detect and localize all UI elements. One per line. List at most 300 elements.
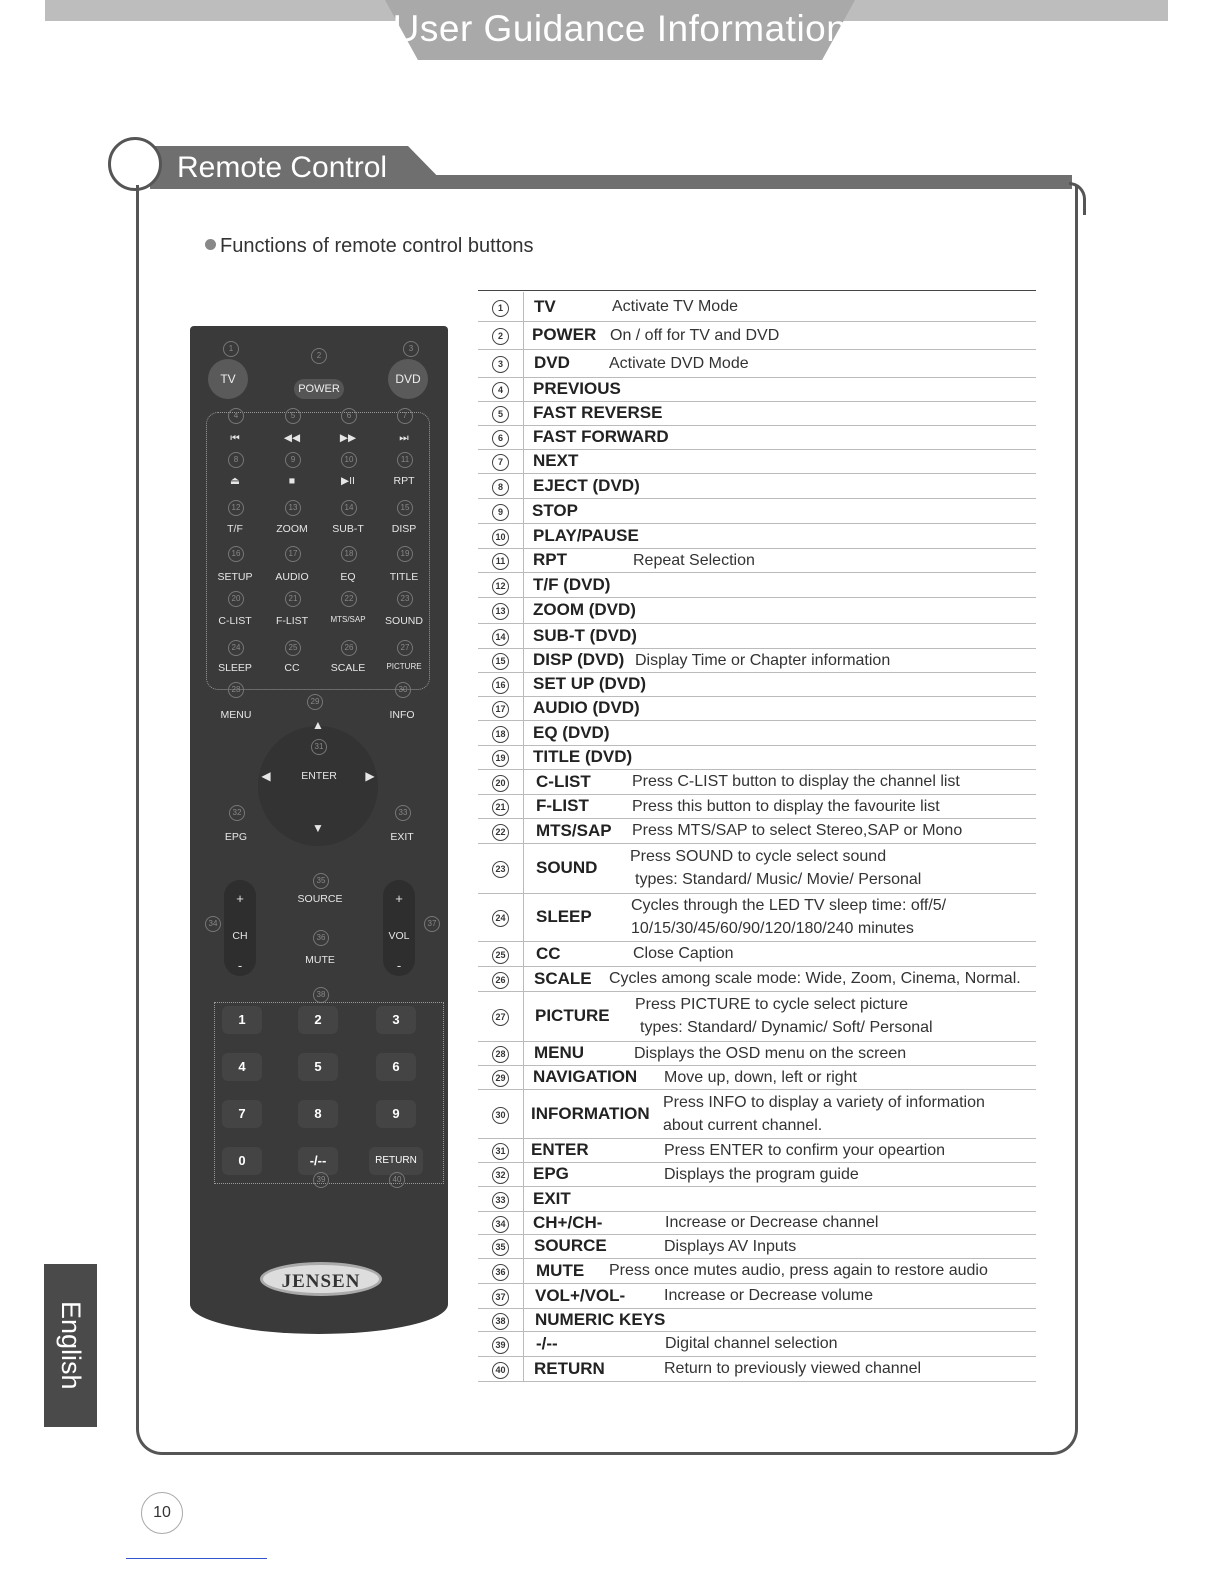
remote-left-arrow: ◀ [261, 769, 271, 783]
function-key-name: TITLE (DVD) [533, 747, 633, 766]
function-row-number [478, 1308, 524, 1331]
function-row-number [478, 1331, 524, 1356]
remote-ch-minus: - [237, 958, 243, 973]
function-row-number [478, 893, 524, 941]
function-description [664, 1284, 873, 1307]
function-row-31 [478, 1138, 1036, 1163]
function-row-34 [478, 1211, 1036, 1235]
function-description-line: Press MTS/SAP to select Stereo,SAP or Mono [632, 822, 963, 839]
function-row-number-badge: 3 [492, 356, 509, 373]
callout-28: 28 [228, 682, 244, 698]
remote-epg-button: EPG [224, 831, 248, 843]
callout-35: 35 [313, 873, 329, 889]
function-row-number-badge: 21 [492, 799, 509, 816]
subheading [205, 235, 534, 258]
function-row-20 [478, 769, 1036, 795]
function-row-number-badge: 33 [492, 1192, 509, 1209]
function-row-37 [478, 1283, 1036, 1309]
function-row-number [478, 449, 524, 473]
function-row-4 [478, 377, 1036, 402]
function-row-number-badge: 18 [492, 726, 509, 743]
function-row-number-badge: 11 [492, 553, 509, 570]
function-key-name: CH+/CH- [533, 1212, 603, 1232]
function-key-name: SCALE [534, 968, 592, 988]
function-row-36 [478, 1258, 1036, 1284]
function-row-15 [478, 648, 1036, 673]
remote-power-button: POWER [294, 379, 344, 399]
function-key-name: EQ (DVD) [533, 722, 610, 742]
callout-31: 31 [311, 739, 327, 755]
function-row-number-badge: 9 [492, 504, 509, 521]
callout-26: 26 [341, 640, 357, 656]
function-key-name: ZOOM (DVD) [533, 600, 636, 619]
function-key-name: PREVIOUS [533, 379, 621, 398]
function-description-line: Move up, down, left or right [664, 1068, 857, 1086]
callout-17: 17 [285, 546, 301, 562]
remote-ch-label: CH [232, 930, 248, 942]
function-description [664, 1066, 857, 1089]
function-row-39 [478, 1331, 1036, 1357]
callout-12: 12 [228, 500, 244, 516]
function-key-name: ENTER [531, 1140, 589, 1159]
remote-zoom-button: ZOOM [276, 523, 308, 535]
callout-1: 1 [223, 341, 239, 357]
function-key-name: NUMERIC KEYS [535, 1309, 666, 1329]
function-row-number-badge: 40 [492, 1362, 509, 1379]
function-row-number [478, 1162, 524, 1186]
function-description-line: Cycles among scale mode: Wide, Zoom, Cinema, Normal. [609, 970, 1021, 987]
function-key-name: SUB-T (DVD) [533, 625, 637, 645]
function-row-number-badge: 22 [492, 824, 509, 841]
remote-rpt-button: RPT [393, 475, 415, 487]
function-row-number [478, 623, 524, 648]
remote-enter-button: ENTER [301, 770, 337, 782]
function-key-name: AUDIO (DVD) [533, 698, 640, 717]
function-description [664, 1357, 921, 1380]
function-description-line: Return to previously viewed channel [664, 1360, 922, 1377]
function-key-name: SOUND [536, 858, 598, 877]
function-row-number-badge: 16 [492, 677, 509, 694]
function-row-number [478, 523, 524, 548]
callout-20: 20 [228, 591, 244, 607]
function-description [631, 894, 946, 940]
function-key-name: MUTE [536, 1260, 585, 1280]
function-description-line: Increase or Decrease volume [664, 1287, 873, 1304]
section-title: Remote Control [177, 151, 388, 184]
remote-audio-button: AUDIO [275, 571, 309, 583]
function-row-16 [478, 672, 1036, 697]
function-description-line: Press once mutes audio, press again to restore audio [609, 1262, 988, 1279]
function-row-number-badge: 10 [492, 529, 509, 546]
function-description [630, 845, 921, 891]
function-row-number [478, 498, 524, 523]
callout-21: 21 [285, 591, 301, 607]
function-row-33 [478, 1186, 1036, 1212]
function-description [610, 324, 779, 347]
function-row-number-badge: 27 [492, 1009, 509, 1026]
function-key-name: EXIT [533, 1188, 571, 1208]
function-row-38 [478, 1308, 1036, 1332]
callout-11: 11 [397, 452, 413, 468]
function-row-number [478, 672, 524, 696]
section-frame-corner [1069, 182, 1086, 215]
function-row-number [478, 843, 524, 893]
function-key-name: MTS/SAP [536, 820, 612, 840]
function-description [633, 549, 755, 572]
function-row-number [478, 1089, 524, 1138]
function-description-line: Cycles through the LED TV sleep time: off/5/ [631, 897, 947, 914]
function-row-number-badge: 15 [492, 653, 509, 670]
callout-23: 23 [397, 591, 413, 607]
function-row-number-badge: 4 [492, 382, 509, 399]
function-description [612, 295, 738, 318]
callout-27: 27 [397, 640, 413, 656]
function-description-line: Displays the OSD menu on the screen [634, 1044, 907, 1062]
function-key-name: CC [536, 943, 561, 963]
callout-37: 37 [424, 916, 440, 932]
remote-tf-button: T/F [227, 523, 243, 535]
function-description [632, 819, 962, 842]
remote-key-5: 5 [298, 1053, 338, 1081]
function-key-name: -/-- [536, 1333, 558, 1353]
function-row-number-badge: 39 [492, 1337, 509, 1354]
callout-40: 40 [389, 1172, 405, 1188]
remote-eq-button: EQ [340, 571, 356, 583]
function-row-number [478, 1283, 524, 1308]
remote-down-arrow: ▼ [312, 821, 324, 835]
function-key-name: F-LIST [536, 796, 589, 815]
remote-up-arrow: ▲ [312, 718, 324, 732]
callout-7: 7 [397, 408, 413, 424]
function-row-number-badge: 20 [492, 775, 509, 792]
callout-3: 3 [403, 341, 419, 357]
function-row-number [478, 401, 524, 425]
remote-play-pause-button: ▶II [341, 475, 355, 487]
bottom-rule [126, 1558, 267, 1559]
function-key-name: MENU [534, 1043, 585, 1062]
remote-vol-minus: - [396, 958, 402, 973]
remote-key-0: 0 [222, 1147, 262, 1175]
function-row-35 [478, 1234, 1036, 1259]
callout-14: 14 [341, 500, 357, 516]
remote-cc-button: CC [284, 662, 300, 674]
remote-clist-button: C-LIST [218, 615, 252, 627]
remote-menu-button: MENU [220, 709, 252, 721]
remote-vol-plus: + [395, 891, 403, 906]
function-description-line: Display Time or Chapter information [635, 651, 891, 669]
function-key-name: NAVIGATION [533, 1067, 638, 1086]
remote-next-button: ⏭ [399, 432, 409, 444]
function-row-number [478, 769, 524, 794]
remote-key-4: 4 [222, 1053, 262, 1081]
function-key-name: EJECT (DVD) [533, 475, 640, 495]
function-row-21 [478, 794, 1036, 819]
function-row-number-badge: 30 [492, 1107, 509, 1124]
remote-title-button: TITLE [389, 571, 419, 583]
function-key-name: T/F (DVD) [533, 574, 611, 594]
function-row-number-badge: 31 [492, 1143, 509, 1160]
function-description-line: Press ENTER to confirm your opeartion [664, 1141, 945, 1159]
remote-key-1: 1 [222, 1006, 262, 1034]
function-row-14 [478, 623, 1036, 649]
function-key-name: RPT [533, 550, 567, 569]
function-row-number-badge: 36 [492, 1264, 509, 1281]
callout-2: 2 [311, 348, 327, 364]
function-row-17 [478, 696, 1036, 721]
function-row-number [478, 292, 524, 321]
function-description [609, 352, 749, 375]
function-description [665, 1332, 838, 1355]
function-description [609, 967, 1021, 990]
remote-exit-button: EXIT [390, 831, 414, 843]
function-key-name: EPG [533, 1164, 569, 1183]
function-row-number-badge: 29 [492, 1070, 509, 1087]
function-row-number-badge: 37 [492, 1289, 509, 1306]
function-row-18 [478, 720, 1036, 746]
function-description-line: Digital channel selection [665, 1335, 838, 1352]
function-row-number-badge: 25 [492, 947, 509, 964]
remote-ch-plus: + [236, 891, 244, 906]
function-row-number [478, 794, 524, 818]
function-description [664, 1139, 945, 1162]
remote-key-3: 3 [376, 1006, 416, 1034]
function-description [609, 1259, 988, 1282]
callout-8: 8 [228, 452, 244, 468]
function-row-number-badge: 8 [492, 479, 509, 496]
function-row-number [478, 745, 524, 769]
remote-eject-button: ⏏ [230, 475, 240, 487]
function-row-number [478, 425, 524, 449]
remote-fast-forward-button: ▶▶ [339, 432, 357, 444]
function-key-name: PICTURE [535, 1006, 610, 1025]
remote-subt-button: SUB-T [332, 523, 364, 535]
function-row-number [478, 696, 524, 720]
remote-key-2: 2 [298, 1006, 338, 1034]
function-row-number-badge: 17 [492, 701, 509, 718]
language-tab-label: English [56, 1301, 86, 1390]
callout-10: 10 [341, 452, 357, 468]
function-row-10 [478, 523, 1036, 549]
remote-info-button: INFO [389, 709, 415, 721]
function-row-number [478, 377, 524, 401]
function-description-line: On / off for TV and DVD [610, 326, 780, 344]
function-row-number-badge: 13 [492, 603, 509, 620]
function-key-name: RETURN [534, 1358, 605, 1378]
function-row-number-badge: 24 [492, 910, 509, 927]
function-key-name: INFORMATION [531, 1103, 650, 1123]
callout-39: 39 [313, 1172, 329, 1188]
remote-picture-button: PICTURE [386, 662, 422, 671]
callout-38: 38 [313, 987, 329, 1003]
jensen-logo: JENSEN [260, 1262, 382, 1296]
callout-36: 36 [313, 930, 329, 946]
function-key-name: SLEEP [536, 907, 592, 926]
function-description-line: types: Standard/ Music/ Movie/ Personal [635, 871, 922, 888]
function-description [635, 649, 890, 672]
remote-sound-button: SOUND [385, 615, 423, 627]
function-key-name: FAST REVERSE [533, 403, 663, 422]
remote-mtssap-button: MTS/SAP [330, 615, 366, 624]
remote-scale-button: SCALE [330, 662, 366, 674]
function-row-number-badge: 38 [492, 1313, 509, 1330]
function-row-22 [478, 818, 1036, 844]
function-description-line: Press PICTURE to cycle select picture [635, 996, 908, 1013]
function-description [664, 1235, 796, 1258]
function-row-number-badge: 34 [492, 1216, 509, 1233]
function-row-32 [478, 1162, 1036, 1187]
remote-flist-button: F-LIST [275, 615, 309, 627]
callout-34: 34 [205, 916, 221, 932]
function-description-line: types: Standard/ Dynamic/ Soft/ Personal [640, 1019, 933, 1036]
function-row-27 [478, 991, 1036, 1042]
callout-16: 16 [228, 546, 244, 562]
remote-right-arrow: ▶ [365, 769, 375, 783]
function-row-1 [478, 292, 1036, 322]
function-row-number-badge: 2 [492, 328, 509, 345]
page-header-title: User Guidance Information [392, 8, 848, 49]
function-row-number [478, 991, 524, 1041]
function-row-number-badge: 28 [492, 1046, 509, 1063]
function-row-number-badge: 35 [492, 1239, 509, 1256]
function-row-number [478, 1065, 524, 1089]
function-row-number [478, 1234, 524, 1258]
function-description [663, 1091, 985, 1137]
function-row-28 [478, 1041, 1036, 1066]
function-row-40 [478, 1356, 1036, 1382]
remote-control-illustration [190, 326, 448, 1334]
function-row-number [478, 473, 524, 498]
table-top-rule [478, 290, 1036, 291]
remote-fast-reverse-button: ◀◀ [283, 432, 301, 444]
page-number: 10 [141, 1492, 183, 1534]
function-description-line: Close Caption [633, 945, 734, 962]
callout-15: 15 [397, 500, 413, 516]
section-circle-marker [108, 137, 162, 191]
function-row-30 [478, 1089, 1036, 1139]
remote-vol-label: VOL [388, 930, 410, 942]
function-row-19 [478, 745, 1036, 770]
function-key-name: FAST FORWARD [533, 427, 669, 446]
function-row-number [478, 1258, 524, 1283]
function-description-line: Activate DVD Mode [609, 354, 749, 372]
callout-22: 22 [341, 591, 357, 607]
function-row-number [478, 648, 524, 672]
function-description-line: Increase or Decrease channel [665, 1214, 879, 1231]
remote-mute-button: MUTE [305, 954, 335, 966]
remote-key-8: 8 [298, 1100, 338, 1128]
remote-key-7: 7 [222, 1100, 262, 1128]
function-description [633, 942, 734, 965]
function-description [634, 1042, 906, 1065]
function-row-24 [478, 893, 1036, 942]
function-row-number [478, 572, 524, 597]
function-row-7 [478, 449, 1036, 474]
callout-18: 18 [341, 546, 357, 562]
callout-25: 25 [285, 640, 301, 656]
callout-29: 29 [307, 694, 323, 710]
callout-4: 4 [228, 408, 244, 424]
function-row-number [478, 1041, 524, 1065]
bullet-icon [205, 239, 216, 250]
function-description-line: Press C-LIST button to display the channel list [632, 773, 960, 790]
function-row-13 [478, 597, 1036, 624]
function-row-number [478, 1356, 524, 1381]
callout-30: 30 [395, 682, 411, 698]
function-row-number-badge: 6 [492, 430, 509, 447]
callout-33: 33 [395, 805, 411, 821]
function-description [665, 1211, 878, 1234]
function-row-2 [478, 321, 1036, 350]
callout-32: 32 [229, 805, 245, 821]
function-row-29 [478, 1065, 1036, 1090]
function-row-25 [478, 941, 1036, 967]
function-description-line: 10/15/30/45/60/90/120/180/240 minutes [631, 920, 914, 937]
function-key-name: TV [534, 296, 556, 316]
function-row-number [478, 349, 524, 377]
remote-sleep-button: SLEEP [218, 662, 252, 674]
function-description [664, 1163, 859, 1186]
remote-disp-button: DISP [391, 523, 417, 535]
callout-5: 5 [285, 408, 301, 424]
function-row-6 [478, 425, 1036, 450]
function-row-number-badge: 32 [492, 1167, 509, 1184]
callout-6: 6 [341, 408, 357, 424]
function-key-name: POWER [532, 325, 597, 344]
function-row-23 [478, 843, 1036, 894]
function-row-26 [478, 966, 1036, 992]
callout-13: 13 [285, 500, 301, 516]
function-key-name: NEXT [533, 451, 579, 470]
remote-tv-button: TV [208, 359, 248, 399]
function-row-number [478, 548, 524, 572]
function-description-line: Press SOUND to cycle select sound [630, 848, 887, 865]
function-row-number-badge: 23 [492, 861, 509, 878]
remote-setup-button: SETUP [217, 571, 253, 583]
callout-9: 9 [285, 452, 301, 468]
function-row-number [478, 941, 524, 966]
remote-key-9: 9 [376, 1100, 416, 1128]
function-key-name: PLAY/PAUSE [533, 525, 639, 545]
function-row-number [478, 1211, 524, 1234]
function-description-line: Repeat Selection [633, 551, 755, 569]
callout-19: 19 [397, 546, 413, 562]
function-description [635, 993, 933, 1039]
function-row-number [478, 1186, 524, 1211]
function-row-number-badge: 7 [492, 454, 509, 471]
remote-key-6: 6 [376, 1053, 416, 1081]
function-key-name: SET UP (DVD) [533, 674, 647, 693]
function-description-line: Displays AV Inputs [664, 1237, 797, 1255]
callout-24: 24 [228, 640, 244, 656]
function-row-8 [478, 473, 1036, 499]
function-key-name: STOP [532, 500, 578, 520]
function-row-number-badge: 1 [492, 300, 509, 317]
function-row-number [478, 818, 524, 843]
function-key-name: SOURCE [534, 1236, 607, 1255]
function-row-number [478, 966, 524, 991]
remote-dash-button: -/-- [298, 1147, 338, 1175]
function-row-number [478, 597, 524, 623]
function-key-name: VOL+/VOL- [535, 1285, 626, 1305]
remote-previous-button: ⏮ [230, 432, 240, 444]
function-description-line: Displays the program guide [664, 1165, 859, 1183]
function-row-12 [478, 572, 1036, 598]
function-description [632, 770, 960, 793]
remote-return-button: RETURN [369, 1147, 423, 1175]
remote-stop-button: ■ [288, 475, 296, 487]
function-key-name: DISP (DVD) [533, 650, 625, 669]
function-description-line: Press INFO to display a variety of information [663, 1093, 985, 1111]
